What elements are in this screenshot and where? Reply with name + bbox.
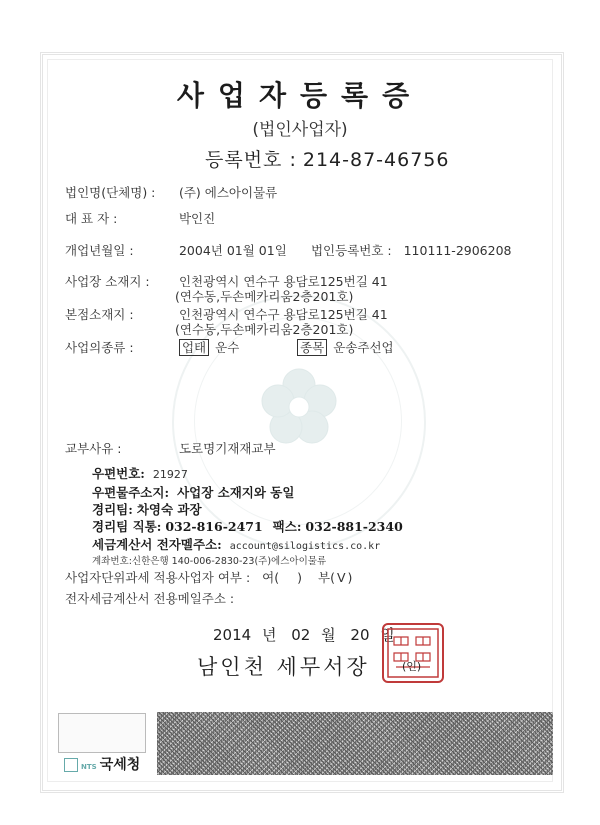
business-address-line2: (연수동,두손메카리움2층201호): [175, 289, 354, 304]
document-barcode: [157, 712, 553, 775]
corp-name-value: (주) 에스아이물류: [178, 185, 278, 200]
issue-reason-label: 교부사유 :: [65, 441, 122, 456]
mail-address-row: [92, 483, 294, 501]
issue-day-label: 일: [380, 626, 395, 644]
phone-row: [92, 517, 403, 535]
phone-label: 경리팀 직통:: [92, 519, 162, 534]
seal-mark: (인): [402, 660, 422, 673]
hq-address-label: 본점소재지 :: [65, 307, 134, 322]
tax-email-label: 세금계산서 전자멜주소:: [92, 537, 222, 552]
corp-reg-no-label: 법인등록번호 :: [310, 243, 392, 258]
issue-date: [213, 624, 395, 645]
issue-month-label: 월: [321, 626, 336, 644]
corp-reg-no-value: 110111-2906208: [403, 243, 512, 258]
nts-emblem-icon: [64, 758, 78, 772]
open-date-row: [65, 241, 512, 259]
business-type-tag: 업태: [179, 339, 209, 356]
tax-email-row: [92, 535, 380, 553]
issue-day: 20: [350, 626, 370, 644]
fax-label: 팩스:: [272, 519, 302, 534]
open-date-value: 2004년 01월 01일: [178, 243, 287, 258]
registration-label: 등록번호 :: [205, 149, 297, 171]
unit-tax-yes: 여(: [262, 570, 280, 585]
phone-value: 032-816-2471: [165, 519, 263, 534]
business-type-value: 운수: [215, 340, 240, 355]
account-label: 계좌번호:: [92, 556, 132, 567]
issue-year-label: 년: [261, 626, 277, 644]
manager-row: [92, 500, 202, 518]
unit-tax-label: 사업자단위과세 적용사업자 여부 :: [65, 570, 251, 585]
unit-tax-no-close: ): [347, 570, 353, 585]
unit-tax-no: 부(: [318, 570, 335, 585]
issue-reason-row: [65, 439, 276, 457]
manager-label: 경리팀:: [92, 502, 133, 517]
open-date-label: 개업년월일 :: [65, 243, 134, 258]
registration-number: 214-87-46756: [302, 149, 450, 171]
business-address-label: 사업장 소재지 :: [65, 274, 150, 289]
nts-logo-abbr: NTS: [81, 763, 97, 771]
business-item-value: 운송주선업: [333, 340, 394, 355]
unit-tax-row: [65, 568, 352, 586]
account-row: [92, 553, 326, 567]
account-value: 신한은행 140-006-2830-23(주)에스아이물류: [131, 556, 327, 567]
nts-logo: [64, 754, 140, 774]
document-title: 사업자등록증: [176, 79, 424, 112]
tax-office-name: 남인천 세무서장: [197, 655, 370, 679]
issue-year: 2014: [213, 626, 252, 644]
mail-address-value: 사업장 소재지와 동일: [177, 485, 295, 500]
registration-number-row: [205, 145, 449, 172]
corp-name-row: [65, 183, 277, 201]
unit-tax-yes-close: ): [297, 570, 303, 585]
business-type-row: [65, 338, 394, 356]
e-invoice-label: 전자세금계산서 전용메일주소 :: [65, 591, 235, 606]
representative-label: 대 표 자 :: [65, 211, 118, 226]
hq-address-line2: (연수동,두손메카리움2층201호): [175, 322, 354, 337]
postal-code-value: 21927: [152, 468, 188, 481]
postal-code-label: 우편번호:: [92, 466, 145, 481]
corp-name-label: 법인명(단체명) :: [65, 185, 156, 200]
official-seal-icon: [382, 623, 444, 683]
nts-logo-text: 국세청: [99, 757, 141, 773]
tax-email-value: account@silogistics.co.kr: [229, 541, 381, 552]
representative-value: 박인진: [178, 211, 216, 226]
flower-emblem-icon: [259, 367, 339, 447]
unit-tax-no-mark: V: [336, 570, 346, 585]
issue-reason-value: 도로명기재재교부: [178, 441, 276, 456]
manager-value: 차영숙 과장: [136, 502, 202, 517]
e-invoice-row: [65, 589, 234, 607]
representative-row: [65, 209, 215, 227]
document-subtitle: (법인사업자): [252, 120, 348, 140]
issue-month: 02: [291, 626, 311, 644]
postal-code-row: [92, 464, 188, 482]
fax-value: 032-881-2340: [305, 519, 403, 534]
hq-address-line1: 인천광역시 연수구 용담로125번길 41: [178, 307, 388, 322]
business-item-tag: 종목: [297, 339, 327, 356]
business-address-line1: 인천광역시 연수구 용담로125번길 41: [178, 274, 388, 289]
business-type-label: 사업의종류 :: [65, 340, 134, 355]
qr-code-box: [58, 713, 146, 753]
mail-address-label: 우편물주소지:: [92, 485, 170, 500]
